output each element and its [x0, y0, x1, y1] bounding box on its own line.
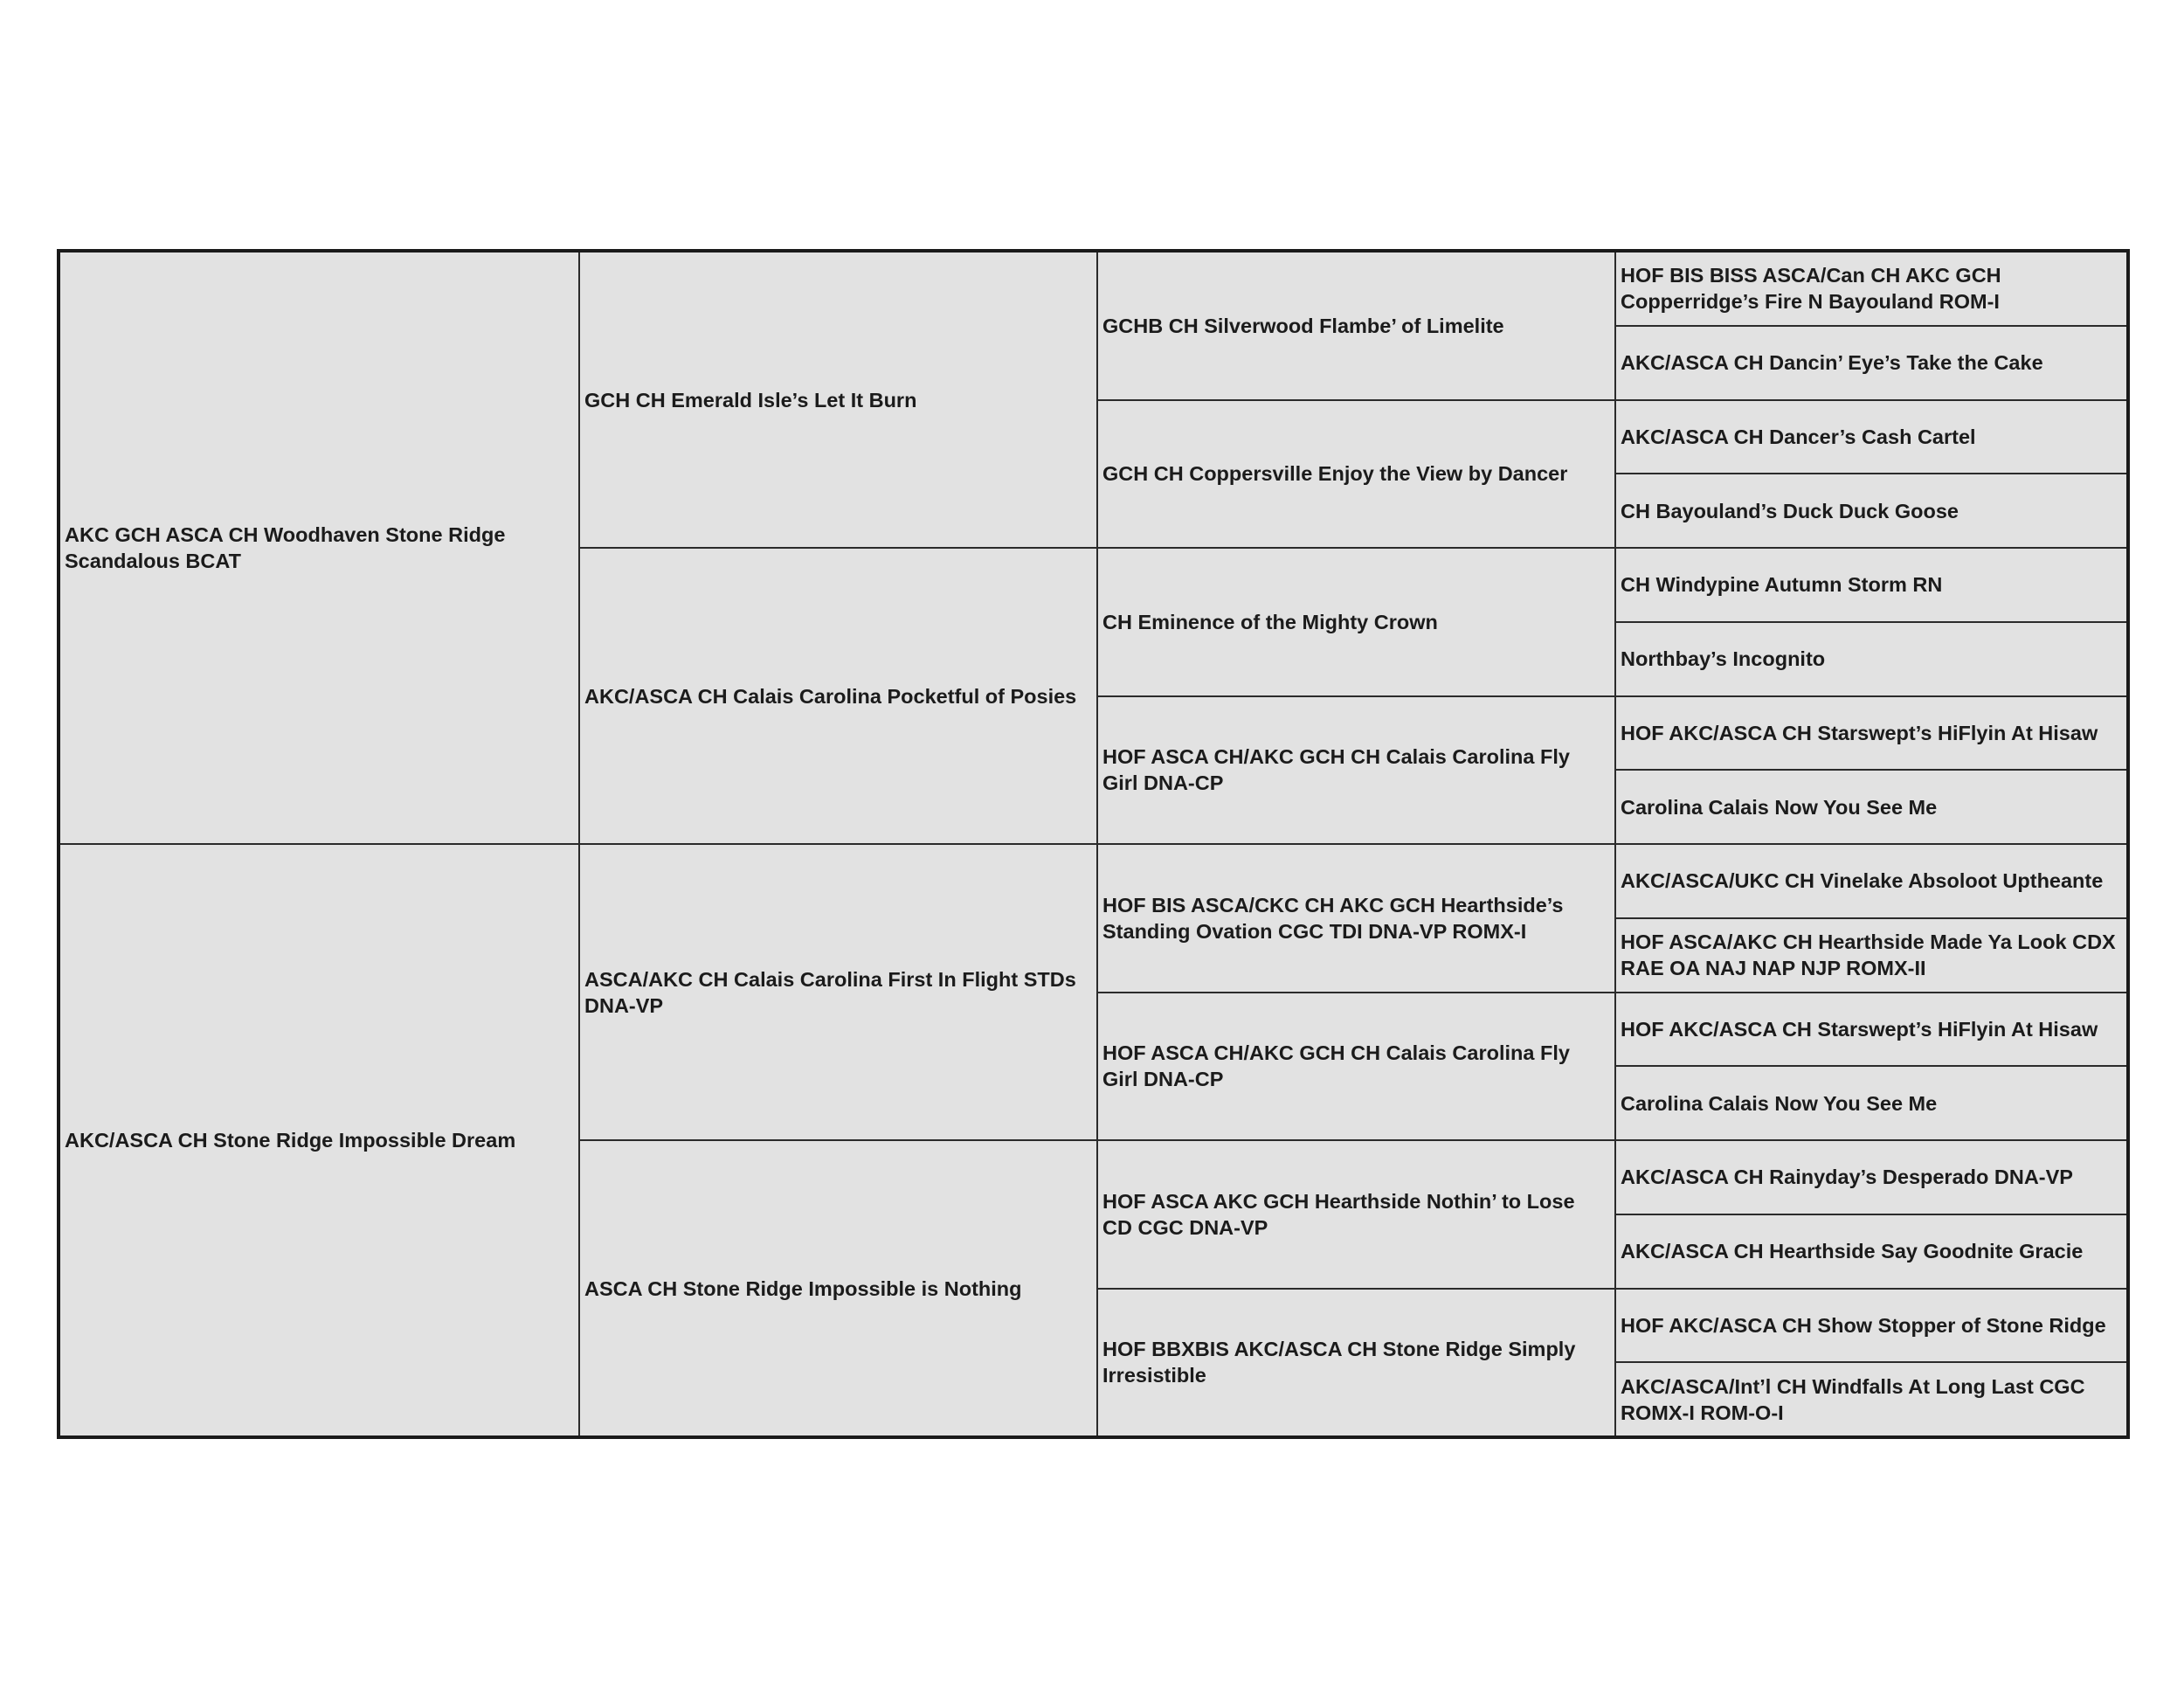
ancestor-cell	[1616, 1288, 2126, 1362]
ancestor-cell	[1616, 917, 2126, 992]
ancestor-name: AKC/ASCA CH Dancer’s Cash Cartel	[1621, 425, 1976, 448]
ancestor-cell	[580, 253, 1096, 547]
ancestor-name: HOF ASCA CH/AKC GCH CH Calais Carolina Fly Girl DNA-CP	[1102, 1041, 1570, 1091]
ancestor-name: HOF AKC/ASCA CH Starswept’s HiFlyin At Hisaw	[1621, 721, 2098, 744]
ancestor-cell	[1616, 399, 2126, 474]
ancestor-cell	[1098, 399, 1614, 548]
ancestor-cell	[1616, 473, 2126, 547]
ancestor-name: CH Windypine Autumn Storm RN	[1621, 573, 1943, 597]
ancestor-name: AKC/ASCA/Int’l CH Windfalls At Long Last CGC ROMX-I ROM-O-I	[1621, 1374, 2085, 1424]
ancestor-name: Northbay’s Incognito	[1621, 647, 1826, 671]
ancestor-name: GCH CH Emerald Isle’s Let It Burn	[584, 388, 917, 412]
ancestor-name: AKC/ASCA CH Stone Ridge Impossible Dream	[65, 1129, 516, 1152]
ancestor-cell	[1098, 1139, 1614, 1288]
pedigree-chart	[57, 249, 2130, 1439]
generation-2-column	[578, 253, 1096, 1435]
ancestor-cell	[1616, 843, 2126, 917]
ancestor-cell	[1098, 843, 1614, 992]
ancestor-cell	[1616, 992, 2126, 1066]
ancestor-name: GCHB CH Silverwood Flambe’ of Limelite	[1102, 314, 1504, 337]
ancestor-cell	[1616, 621, 2126, 695]
generation-3-column	[1096, 253, 1614, 1435]
ancestor-name: HOF AKC/ASCA CH Show Stopper of Stone Ridge	[1621, 1313, 2106, 1337]
ancestor-cell	[580, 843, 1096, 1139]
ancestor-name: AKC/ASCA CH Calais Carolina Pocketful of Posies	[584, 684, 1077, 708]
ancestor-cell	[60, 253, 578, 843]
ancestor-name: HOF ASCA/AKC CH Hearthside Made Ya Look CDX RAE OA NAJ NAP NJP ROMX-II	[1621, 930, 2116, 980]
ancestor-cell	[1616, 253, 2126, 325]
ancestor-name: HOF ASCA AKC GCH Hearthside Nothin’ to Lose CD CGC DNA-VP	[1102, 1189, 1575, 1239]
ancestor-cell	[1098, 695, 1614, 844]
ancestor-cell	[1098, 547, 1614, 695]
ancestor-cell	[1616, 1214, 2126, 1288]
ancestor-name: HOF BIS BISS ASCA/Can CH AKC GCH Copperridge’s Fire N Bayouland ROM-I	[1621, 264, 2001, 314]
ancestor-name: HOF BIS ASCA/CKC CH AKC GCH Hearthside’s Standing Ovation CGC TDI DNA-VP ROMX-I	[1102, 893, 1564, 943]
ancestor-name: AKC GCH ASCA CH Woodhaven Stone Ridge Scandalous BCAT	[65, 523, 506, 572]
ancestor-name: CH Bayouland’s Duck Duck Goose	[1621, 499, 1959, 522]
ancestor-cell	[1616, 547, 2126, 621]
ancestor-cell	[1616, 695, 2126, 770]
ancestor-cell	[580, 547, 1096, 843]
ancestor-name: ASCA/AKC CH Calais Carolina First In Flight STDs DNA-VP	[584, 967, 1076, 1017]
ancestor-name: Carolina Calais Now You See Me	[1621, 795, 1938, 819]
ancestor-name: AKC/ASCA CH Hearthside Say Goodnite Gracie	[1621, 1240, 2084, 1263]
generation-1-column	[60, 253, 578, 1435]
ancestor-cell	[1098, 253, 1614, 399]
ancestor-cell	[1616, 769, 2126, 843]
ancestor-name: HOF BBXBIS AKC/ASCA CH Stone Ridge Simply Irresistible	[1102, 1338, 1576, 1387]
ancestor-cell	[60, 843, 578, 1435]
ancestor-name: HOF ASCA CH/AKC GCH CH Calais Carolina Fly Girl DNA-CP	[1102, 745, 1570, 795]
ancestor-cell	[1098, 992, 1614, 1140]
generation-4-column	[1614, 253, 2126, 1435]
ancestor-name: HOF AKC/ASCA CH Starswept’s HiFlyin At Hisaw	[1621, 1017, 2098, 1041]
ancestor-cell	[1616, 325, 2126, 399]
ancestor-cell	[1616, 1361, 2126, 1435]
ancestor-name: CH Eminence of the Mighty Crown	[1102, 610, 1438, 633]
ancestor-name: AKC/ASCA CH Dancin’ Eye’s Take the Cake	[1621, 351, 2043, 375]
ancestor-cell	[1616, 1065, 2126, 1139]
ancestor-cell	[580, 1139, 1096, 1435]
ancestor-name: ASCA CH Stone Ridge Impossible is Nothing	[584, 1276, 1022, 1300]
ancestor-name: Carolina Calais Now You See Me	[1621, 1091, 1938, 1115]
ancestor-name: GCH CH Coppersville Enjoy the View by Dancer	[1102, 462, 1568, 486]
ancestor-name: AKC/ASCA/UKC CH Vinelake Absoloot Uptheante	[1621, 869, 2104, 893]
ancestor-cell	[1616, 1139, 2126, 1214]
ancestor-cell	[1098, 1288, 1614, 1436]
ancestor-name: AKC/ASCA CH Rainyday’s Desperado DNA-VP	[1621, 1166, 2073, 1189]
